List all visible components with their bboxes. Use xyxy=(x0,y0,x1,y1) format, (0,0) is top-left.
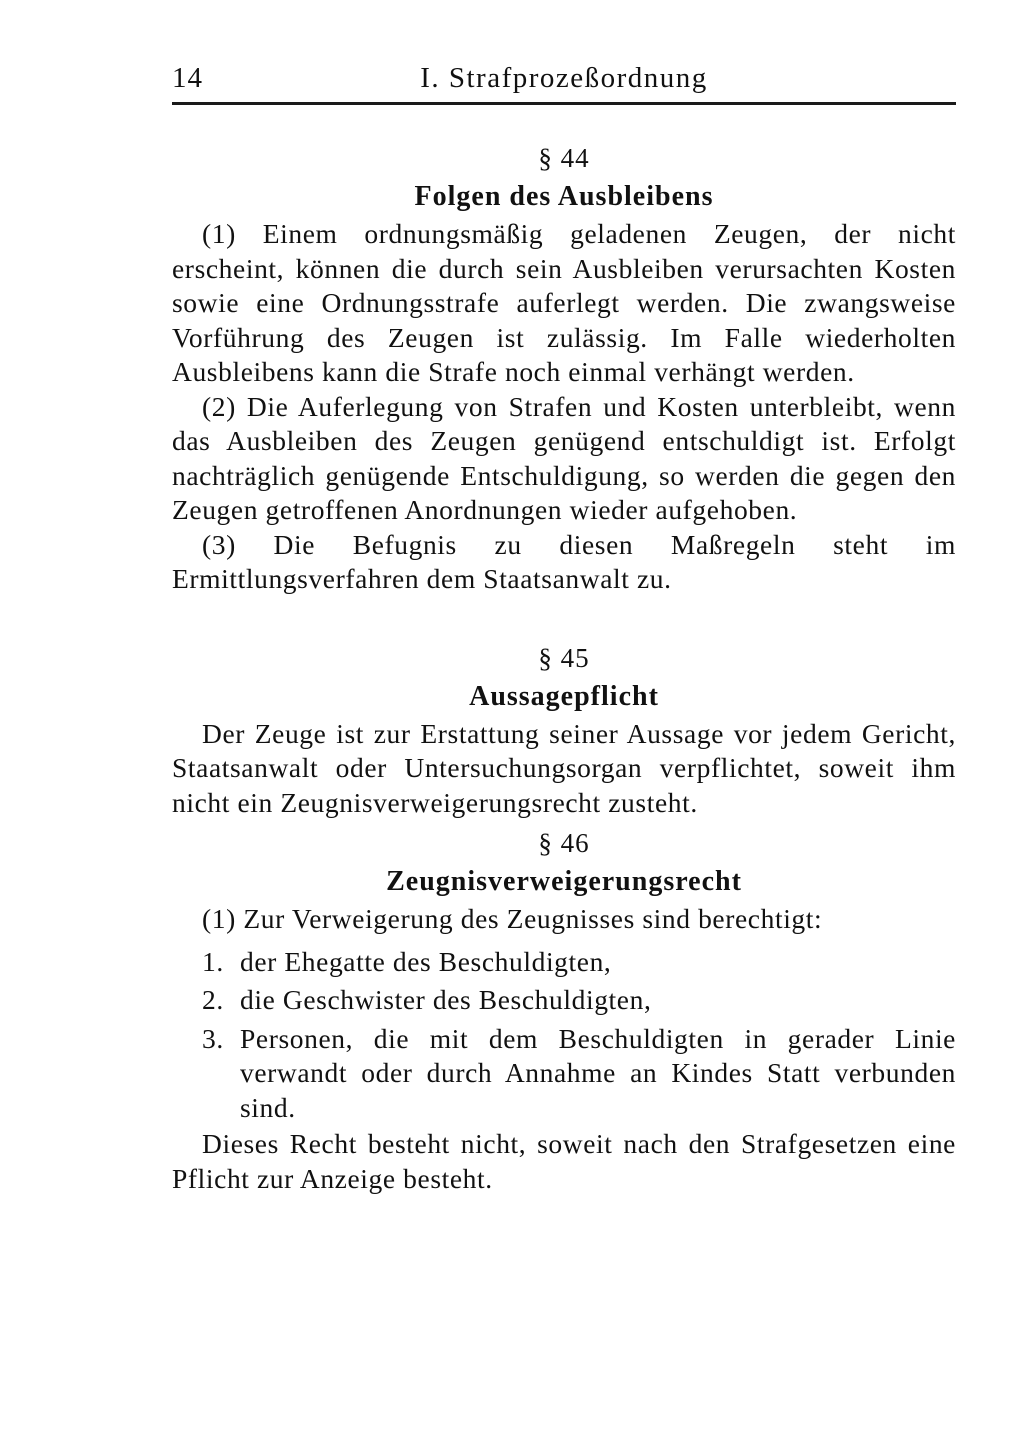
paragraph: (1) Einem ordnungsmäßig geladenen Zeugen, der nicht erscheint, können die durch sein Ausbleiben verursachten Kosten sowie eine Ordnungsstrafe auferlegt werden. Die zwangsweise Vorführung des Zeugen ist zulässig. Im Falle wiederholten Ausbleibens kann die Strafe noch einmal verhängt werden. xyxy=(172,218,956,387)
list-text: die Geschwister des Beschuldigten, xyxy=(240,984,652,1015)
list-text: der Ehegatte des Beschuldigten, xyxy=(240,945,612,977)
list-number: 3. xyxy=(202,1022,224,1054)
section-number: § 45 xyxy=(538,642,590,673)
section-title: Aussagepflicht xyxy=(469,680,659,712)
paragraph: (1) Zur Verweigerung des Zeugnisses sind berechtigt: xyxy=(202,903,823,934)
book-page xyxy=(172,60,956,1196)
list-item xyxy=(172,1022,956,1126)
list-item xyxy=(172,945,956,980)
header-rule xyxy=(172,102,956,105)
page-number: 14 xyxy=(172,62,203,94)
paragraph: Der Zeuge ist zur Erstattung seiner Aussage vor jedem Gericht, Staatsanwalt oder Untersuchungsorgan verpflichtet, soweit ihm nicht ein Zeugnisverweigerungsrecht zusteht. xyxy=(172,717,956,818)
section-number: § 46 xyxy=(538,828,590,858)
section-45 xyxy=(172,641,956,821)
section-46 xyxy=(172,826,956,1196)
section-44 xyxy=(172,141,956,597)
section-title: Zeugnisverweigerungsrecht xyxy=(386,866,742,897)
section-number: § 44 xyxy=(538,143,590,173)
list-item xyxy=(172,983,956,1018)
list-number: 1. xyxy=(202,945,224,977)
paragraph: Dieses Recht besteht nicht, soweit nach den Strafgesetzen eine Pflicht zur Anzeige besteht. xyxy=(172,1128,956,1194)
paragraph: (3) Die Befugnis zu diesen Maßregeln steht im Ermittlungsverfahren dem Staatsanwalt zu. xyxy=(172,528,956,594)
paragraph: (2) Die Auferlegung von Strafen und Kosten unterbleibt, wenn das Ausbleiben des Zeugen genügend entschuldigt ist. Erfolgt nachträglich genügende Entschuldigung, so werden die gegen den Zeugen getroffenen Anordnungen wieder aufgehoben. xyxy=(172,390,956,525)
list-text: Personen, die mit dem Beschuldigten in gerader Linie verwandt oder durch Annahme an Kindes Statt verbunden sind. xyxy=(240,1022,956,1123)
running-head xyxy=(172,60,956,100)
running-title: I. Strafprozeßordnung xyxy=(420,62,708,94)
list-number: 2. xyxy=(202,984,224,1015)
section-title: Folgen des Ausbleibens xyxy=(414,181,714,212)
